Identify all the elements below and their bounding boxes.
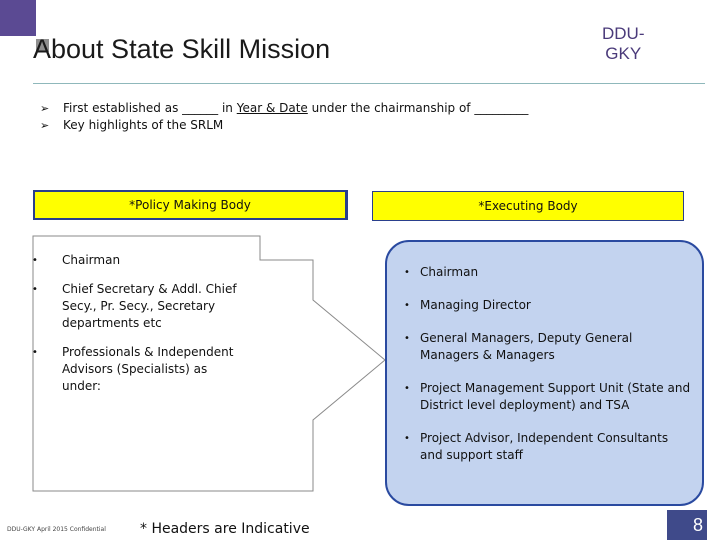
policy-member-advisors: Professionals & Independent Advisors (Specialists) as under: [62,345,234,393]
page-title: About State Skill Mission [33,34,331,64]
exec-member-advisors: Project Advisor, Independent Consultants and support staff [420,431,669,462]
bullet-dot-icon: • [32,284,38,295]
bullet-dot-icon: • [404,433,410,444]
list-item [404,297,694,314]
list-item [29,344,249,395]
list-item [404,430,694,464]
list-item [404,264,694,281]
exec-member-pmsu: Project Management Support Unit (State and District level deployment) and TSA [420,381,691,412]
intro-prefix: First established as ______ in [63,101,237,115]
intro-year-date-link[interactable]: Year & Date [236,101,308,115]
arrow-bullet-icon: ➢ [40,119,50,132]
list-item [404,330,694,364]
bullet-dot-icon: • [32,255,38,266]
exec-member-managers: General Managers, Deputy General Managers & Managers [420,331,633,362]
exec-member-md: Managing Director [420,298,531,312]
executing-members-list [404,264,694,476]
policy-member-chairman: Chairman [62,253,121,267]
bullet-dot-icon: • [404,267,410,278]
logo-text: DDU- GKY [602,24,645,63]
bullet-dot-icon: • [32,347,38,358]
bullet-dot-icon: • [404,383,410,394]
bullet-dot-icon: • [404,300,410,311]
policy-making-header: *Policy Making Body [33,190,348,220]
executing-body-header: *Executing Body [372,191,684,221]
arrow-bullet-icon: ➢ [40,102,50,115]
footer-confidential: DDU-GKY April 2015 Confidential [7,526,106,533]
policy-member-secretaries: Chief Secretary & Addl. Chief Secy., Pr. Secy., Secretary departments etc [62,282,237,330]
list-item [29,281,249,332]
intro-suffix: under the chairmanship of _________ [307,101,529,115]
list-item [29,252,249,269]
footer-note: * Headers are Indicative [140,521,310,537]
bullet-dot-icon: • [404,333,410,344]
policy-members-list [29,252,249,407]
exec-member-chairman: Chairman [420,265,479,279]
intro-text-2: Key highlights of the SRLM [63,118,224,132]
page-number: 8 [667,510,707,540]
list-item [404,380,694,414]
